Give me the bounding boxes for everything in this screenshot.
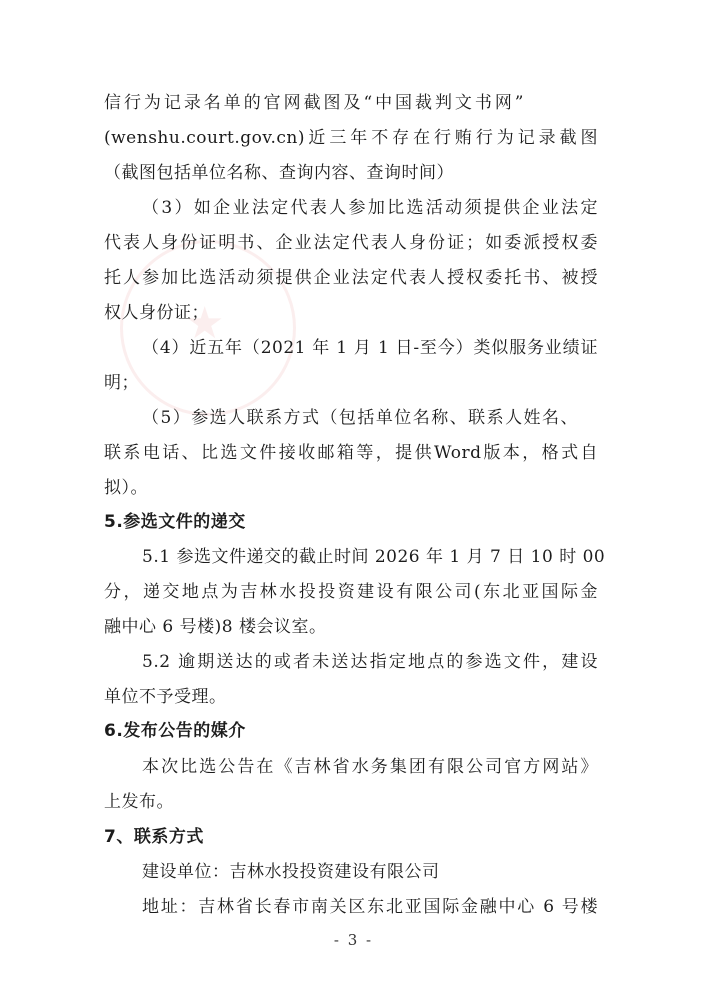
body-line: 明； [104,373,139,393]
body-line: 拟）。 [104,478,148,498]
body-line: 信行为记录名单的官网截图及“中国裁判文书网” [104,93,524,113]
section-heading: 6.发布公告的媒介 [104,721,246,741]
body-line: 融中心 6 号楼)8 楼会议室。 [104,617,327,637]
body-line: 建设单位：吉林水投投资建设有限公司 [142,862,440,882]
body-line: 5.2 逾期送达的或者未送达指定地点的参选文件，建设 [142,652,598,672]
body-line: 分，递交地点为吉林水投投资建设有限公司(东北亚国际金 [104,582,598,602]
body-line: 联系电话、比选文件接收邮箱等，提供Word版本，格式自 [104,443,598,463]
body-line: 地址：吉林省长春市南关区东北亚国际金融中心 6 号楼 [142,897,598,917]
body-line: 托人参加比选活动须提供企业法定代表人授权委托书、被授 [104,268,598,288]
body-line: 权人身份证； [104,303,209,323]
body-line: 本次比选公告在《吉林省水务集团有限公司官方网站》 [142,757,598,777]
body-line: 上发布。 [104,792,174,812]
body-line: （4）近五年（2021 年 1 月 1 日-至今）类似服务业绩证 [142,338,598,358]
section-heading: 5.参选文件的递交 [104,512,246,532]
body-line: （截图包括单位名称、查询内容、查询时间） [104,163,454,183]
section-heading: 7、联系方式 [104,827,204,847]
body-line: 5.1 参选文件递交的截止时间 2026 年 1 月 7 日 10 时 00 [142,547,606,567]
body-line: (wenshu.court.gov.cn)近三年不存在行贿行为记录截图 [104,128,598,148]
body-line: （5）参选人联系方式（包括单位名称、联系人姓名、 [142,408,578,428]
body-line: 单位不予受理。 [104,687,227,707]
body-line: （3）如企业法定代表人参加比选活动须提供企业法定 [142,198,598,218]
page-number: - 3 - [333,931,374,949]
star-icon: ★ [185,298,225,349]
body-line: 代表人身份证明书、企业法定代表人身份证；如委派授权委 [104,233,598,253]
